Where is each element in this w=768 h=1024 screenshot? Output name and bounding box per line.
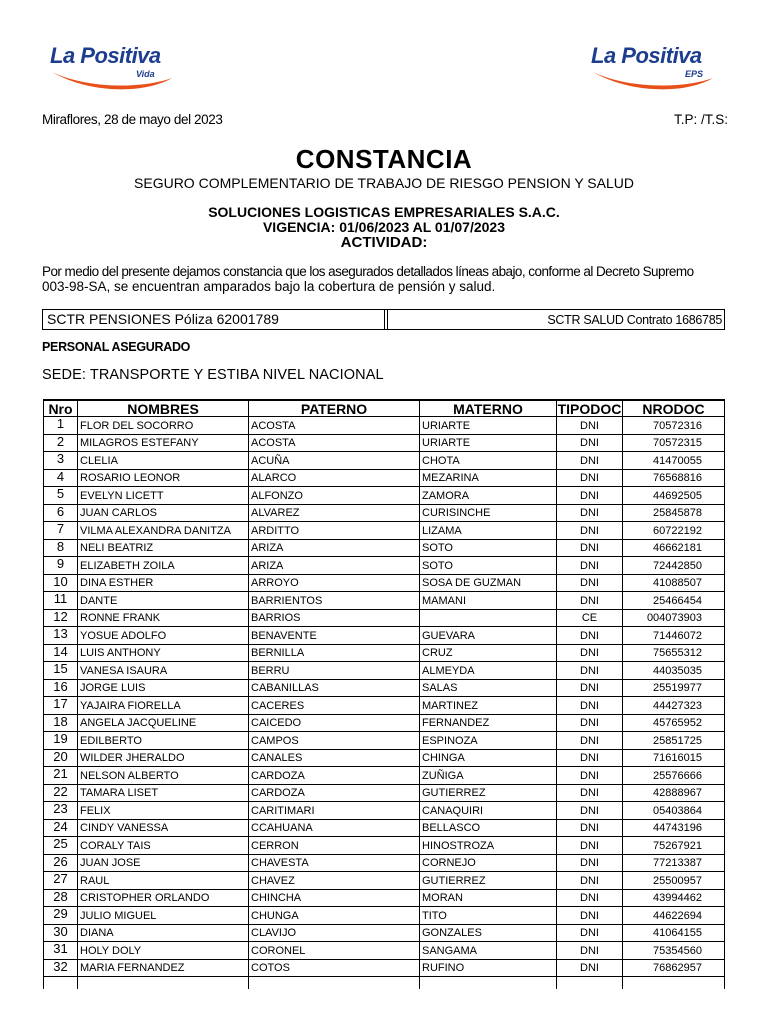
- row-nrodoc: 41088507: [623, 574, 725, 592]
- row-paterno: BENAVENTE: [249, 627, 420, 645]
- row-number: 21: [44, 767, 78, 785]
- row-nombres: LUIS ANTHONY: [78, 644, 249, 662]
- la-positiva-vida-logo: [50, 43, 178, 79]
- logo-brand-text: La Positiva: [591, 43, 702, 68]
- row-number: 25: [44, 837, 78, 855]
- row-tipodoc: DNI: [557, 557, 623, 575]
- row-nrodoc: 44035035: [623, 662, 725, 680]
- row-nrodoc: 71616015: [623, 749, 725, 767]
- row-nombres: ROSARIO LEONOR: [78, 469, 249, 487]
- row-paterno: ARDITTO: [249, 522, 420, 540]
- row-nrodoc: 41064155: [623, 924, 725, 942]
- row-number: 8: [44, 539, 78, 557]
- row-tipodoc: DNI: [557, 854, 623, 872]
- row-number: 11: [44, 592, 78, 610]
- logo-brand-text: La Positiva: [50, 43, 161, 68]
- table-row: [44, 592, 725, 610]
- row-materno: GUTIERREZ: [420, 872, 557, 890]
- row-nrodoc: 75655312: [623, 644, 725, 662]
- row-tipodoc: DNI: [557, 434, 623, 452]
- row-nombres: CRISTOPHER ORLANDO: [78, 889, 249, 907]
- row-paterno: BERNILLA: [249, 644, 420, 662]
- row-paterno: CANALES: [249, 749, 420, 767]
- row-nombres: JORGE LUIS: [78, 679, 249, 697]
- row-tipodoc: DNI: [557, 627, 623, 645]
- row-tipodoc: DNI: [557, 592, 623, 610]
- row-paterno: CARDOZA: [249, 767, 420, 785]
- row-tipodoc: DNI: [557, 574, 623, 592]
- row-materno: FERNANDEZ: [420, 714, 557, 732]
- table-header-row: [44, 400, 725, 417]
- row-nombres: TAMARA LISET: [78, 784, 249, 802]
- table-row: [44, 417, 725, 435]
- row-tipodoc: DNI: [557, 662, 623, 680]
- row-tipodoc: DNI: [557, 732, 623, 750]
- row-paterno: ALARCO: [249, 469, 420, 487]
- table-row: [44, 644, 725, 662]
- table-row: [44, 574, 725, 592]
- row-number: 18: [44, 714, 78, 732]
- table-continuation-row: [44, 977, 725, 990]
- row-materno: MARTINEZ: [420, 697, 557, 715]
- row-number: 32: [44, 959, 78, 977]
- row-paterno: CABANILLAS: [249, 679, 420, 697]
- header-materno: MATERNO: [420, 400, 557, 417]
- row-nrodoc: 76568816: [623, 469, 725, 487]
- row-tipodoc: DNI: [557, 819, 623, 837]
- row-number: 10: [44, 574, 78, 592]
- row-number: 15: [44, 662, 78, 680]
- row-nrodoc: 44743196: [623, 819, 725, 837]
- table-row: [44, 487, 725, 505]
- logo-swoosh-icon: [50, 64, 178, 92]
- row-tipodoc: DNI: [557, 924, 623, 942]
- row-nombres: JULIO MIGUEL: [78, 907, 249, 925]
- table-row: [44, 784, 725, 802]
- row-paterno: ALFONZO: [249, 487, 420, 505]
- row-number: 4: [44, 469, 78, 487]
- row-nrodoc: 76862957: [623, 959, 725, 977]
- row-nombres: YOSUE ADOLFO: [78, 627, 249, 645]
- row-materno: MEZARINA: [420, 469, 557, 487]
- table-row: [44, 557, 725, 575]
- header-paterno: PATERNO: [249, 400, 420, 417]
- health-contract-box: SCTR SALUD Contrato 1686785: [384, 309, 725, 330]
- row-paterno: CHAVEZ: [249, 872, 420, 890]
- table-row: [44, 872, 725, 890]
- row-nrodoc: 44692505: [623, 487, 725, 505]
- row-tipodoc: DNI: [557, 487, 623, 505]
- table-row: [44, 609, 725, 627]
- row-paterno: CAICEDO: [249, 714, 420, 732]
- tp-ts-label: T.P: /T.S:: [673, 112, 728, 127]
- row-paterno: BARRIOS: [249, 609, 420, 627]
- row-materno: SOSA DE GUZMAN: [420, 574, 557, 592]
- table-row: [44, 854, 725, 872]
- row-tipodoc: DNI: [557, 784, 623, 802]
- row-nrodoc: 25500957: [623, 872, 725, 890]
- row-materno: CORNEJO: [420, 854, 557, 872]
- logo-sub-text: EPS: [685, 69, 704, 79]
- empty-cell: [420, 977, 557, 990]
- row-paterno: CHUNGA: [249, 907, 420, 925]
- row-materno: ZAMORA: [420, 487, 557, 505]
- document-date: Miraflores, 28 de mayo del 2023: [42, 112, 223, 127]
- row-paterno: CCAHUANA: [249, 819, 420, 837]
- row-nombres: HOLY DOLY: [78, 942, 249, 960]
- row-materno: SOTO: [420, 557, 557, 575]
- header-nrodoc: NRODOC: [623, 400, 725, 417]
- row-materno: CRUZ: [420, 644, 557, 662]
- row-nombres: JUAN CARLOS: [78, 504, 249, 522]
- row-materno: MORAN: [420, 889, 557, 907]
- row-nombres: RONNE FRANK: [78, 609, 249, 627]
- table-row: [44, 819, 725, 837]
- row-tipodoc: DNI: [557, 714, 623, 732]
- empty-cell: [78, 977, 249, 990]
- row-nrodoc: 25845878: [623, 504, 725, 522]
- row-paterno: ACUÑA: [249, 452, 420, 470]
- row-nombres: EDILBERTO: [78, 732, 249, 750]
- row-number: 24: [44, 819, 78, 837]
- row-nrodoc: 42888967: [623, 784, 725, 802]
- row-materno: ALMEYDA: [420, 662, 557, 680]
- row-paterno: ALVAREZ: [249, 504, 420, 522]
- header-tipodoc: TIPODOC: [557, 400, 622, 417]
- intro-line-2: 003-98-SA, se encuentran amparados bajo la cobertura de pensión y salud.: [42, 279, 496, 294]
- table-row: [44, 539, 725, 557]
- row-paterno: CLAVIJO: [249, 924, 420, 942]
- row-materno: CANAQUIRI: [420, 802, 557, 820]
- row-tipodoc: DNI: [557, 767, 623, 785]
- table-row: [44, 662, 725, 680]
- row-nombres: ELIZABETH ZOILA: [78, 557, 249, 575]
- insured-personnel-heading: PERSONAL ASEGURADO: [42, 340, 191, 354]
- row-tipodoc: DNI: [557, 959, 623, 977]
- document-title: CONSTANCIA: [295, 144, 473, 174]
- row-number: 22: [44, 784, 78, 802]
- row-number: 27: [44, 872, 78, 890]
- row-nombres: FELIX: [78, 802, 249, 820]
- row-nombres: JUAN JOSE: [78, 854, 249, 872]
- row-number: 31: [44, 942, 78, 960]
- logo-sub-text: Vida: [136, 69, 155, 79]
- row-number: 1: [44, 417, 78, 435]
- row-nombres: WILDER JHERALDO: [78, 749, 249, 767]
- row-nombres: RAUL: [78, 872, 249, 890]
- row-materno: [420, 609, 557, 627]
- row-nrodoc: 45765952: [623, 714, 725, 732]
- row-nombres: VILMA ALEXANDRA DANITZA: [78, 522, 249, 540]
- row-nombres: EVELYN LICETT: [78, 487, 249, 505]
- row-nrodoc: 004073903: [623, 609, 725, 627]
- insured-table: [43, 399, 725, 989]
- row-nrodoc: 43994462: [623, 889, 725, 907]
- document-subtitle: SEGURO COMPLEMENTARIO DE TRABAJO DE RIESGO PENSION Y SALUD: [134, 175, 634, 191]
- empty-cell: [623, 977, 725, 990]
- row-number: 3: [44, 452, 78, 470]
- row-paterno: CHAVESTA: [249, 854, 420, 872]
- table-row: [44, 837, 725, 855]
- row-nombres: CORALY TAIS: [78, 837, 249, 855]
- header-nro: Nro: [44, 400, 78, 417]
- row-materno: GONZALES: [420, 924, 557, 942]
- row-number: 20: [44, 749, 78, 767]
- header-nombres: NOMBRES: [78, 400, 249, 417]
- row-tipodoc: DNI: [557, 522, 623, 540]
- table-row: [44, 522, 725, 540]
- table-row: [44, 434, 725, 452]
- row-paterno: COTOS: [249, 959, 420, 977]
- row-materno: RUFINO: [420, 959, 557, 977]
- row-number: 9: [44, 557, 78, 575]
- table-row: [44, 767, 725, 785]
- row-nrodoc: 60722192: [623, 522, 725, 540]
- row-nrodoc: 41470055: [623, 452, 725, 470]
- row-tipodoc: DNI: [557, 837, 623, 855]
- row-nombres: DANTE: [78, 592, 249, 610]
- company-name: SOLUCIONES LOGISTICAS EMPRESARIALES S.A.C.: [208, 204, 560, 220]
- row-nrodoc: 71446072: [623, 627, 725, 645]
- validity-period: VIGENCIA: 01/06/2023 AL 01/07/2023: [262, 219, 506, 235]
- row-paterno: ARIZA: [249, 539, 420, 557]
- table-row: [44, 907, 725, 925]
- site-label: SEDE: TRANSPORTE Y ESTIBA NIVEL NACIONAL: [42, 367, 384, 383]
- row-nombres: DINA ESTHER: [78, 574, 249, 592]
- row-materno: TITO: [420, 907, 557, 925]
- table-row: [44, 749, 725, 767]
- row-nombres: DIANA: [78, 924, 249, 942]
- row-nombres: CINDY VANESSA: [78, 819, 249, 837]
- row-number: 26: [44, 854, 78, 872]
- row-paterno: CHINCHA: [249, 889, 420, 907]
- row-nrodoc: 46662181: [623, 539, 725, 557]
- row-tipodoc: DNI: [557, 802, 623, 820]
- row-paterno: BARRIENTOS: [249, 592, 420, 610]
- row-tipodoc: DNI: [557, 942, 623, 960]
- row-nrodoc: 25576666: [623, 767, 725, 785]
- row-number: 16: [44, 679, 78, 697]
- table-row: [44, 959, 725, 977]
- row-nrodoc: 44427323: [623, 697, 725, 715]
- row-materno: URIARTE: [420, 434, 557, 452]
- row-paterno: CAMPOS: [249, 732, 420, 750]
- row-paterno: ACOSTA: [249, 434, 420, 452]
- row-nombres: CLELIA: [78, 452, 249, 470]
- row-nrodoc: 25851725: [623, 732, 725, 750]
- table-row: [44, 924, 725, 942]
- empty-cell: [44, 977, 78, 990]
- row-tipodoc: DNI: [557, 697, 623, 715]
- table-row: [44, 627, 725, 645]
- table-row: [44, 504, 725, 522]
- row-paterno: ARIZA: [249, 557, 420, 575]
- row-paterno: CARDOZA: [249, 784, 420, 802]
- table-row: [44, 889, 725, 907]
- row-materno: LIZAMA: [420, 522, 557, 540]
- row-number: 5: [44, 487, 78, 505]
- row-nrodoc: 70572316: [623, 417, 725, 435]
- row-number: 23: [44, 802, 78, 820]
- table-row: [44, 732, 725, 750]
- row-paterno: CACERES: [249, 697, 420, 715]
- row-nrodoc: 25466454: [623, 592, 725, 610]
- la-positiva-eps-logo: [591, 43, 719, 79]
- row-number: 30: [44, 924, 78, 942]
- row-tipodoc: DNI: [557, 679, 623, 697]
- row-materno: GUTIERREZ: [420, 784, 557, 802]
- row-materno: HINOSTROZA: [420, 837, 557, 855]
- row-materno: CHINGA: [420, 749, 557, 767]
- row-nrodoc: 70572315: [623, 434, 725, 452]
- row-nrodoc: 44622694: [623, 907, 725, 925]
- row-tipodoc: DNI: [557, 749, 623, 767]
- row-nrodoc: 25519977: [623, 679, 725, 697]
- row-materno: SOTO: [420, 539, 557, 557]
- row-tipodoc: DNI: [557, 889, 623, 907]
- table-row: [44, 679, 725, 697]
- row-nombres: MARIA FERNANDEZ: [78, 959, 249, 977]
- table-row: [44, 452, 725, 470]
- pension-policy-box: SCTR PENSIONES Póliza 62001789: [42, 309, 388, 330]
- table-row: [44, 469, 725, 487]
- row-number: 17: [44, 697, 78, 715]
- policy-boxes: [42, 309, 724, 329]
- activity-label: ACTIVIDAD:: [340, 234, 428, 251]
- row-number: 7: [44, 522, 78, 540]
- row-materno: ESPINOZA: [420, 732, 557, 750]
- row-nrodoc: 75354560: [623, 942, 725, 960]
- row-materno: SALAS: [420, 679, 557, 697]
- row-paterno: ARROYO: [249, 574, 420, 592]
- row-nrodoc: 72442850: [623, 557, 725, 575]
- empty-cell: [557, 977, 623, 990]
- row-materno: SANGAMA: [420, 942, 557, 960]
- row-number: 2: [44, 434, 78, 452]
- row-paterno: CORONEL: [249, 942, 420, 960]
- row-materno: URIARTE: [420, 417, 557, 435]
- row-nombres: MILAGROS ESTEFANY: [78, 434, 249, 452]
- row-number: 12: [44, 609, 78, 627]
- row-paterno: ACOSTA: [249, 417, 420, 435]
- row-materno: GUEVARA: [420, 627, 557, 645]
- row-tipodoc: DNI: [557, 644, 623, 662]
- row-tipodoc: DNI: [557, 452, 623, 470]
- row-nrodoc: 05403864: [623, 802, 725, 820]
- intro-paragraph: [42, 264, 728, 294]
- row-nombres: YAJAIRA FIORELLA: [78, 697, 249, 715]
- row-nombres: VANESA ISAURA: [78, 662, 249, 680]
- row-materno: BELLASCO: [420, 819, 557, 837]
- table-row: [44, 942, 725, 960]
- row-nombres: FLOR DEL SOCORRO: [78, 417, 249, 435]
- table-row: [44, 697, 725, 715]
- row-nrodoc: 75267921: [623, 837, 725, 855]
- row-paterno: CARITIMARI: [249, 802, 420, 820]
- row-tipodoc: DNI: [557, 872, 623, 890]
- row-number: 28: [44, 889, 78, 907]
- row-materno: CHOTA: [420, 452, 557, 470]
- row-number: 6: [44, 504, 78, 522]
- row-materno: MAMANI: [420, 592, 557, 610]
- row-number: 14: [44, 644, 78, 662]
- row-number: 13: [44, 627, 78, 645]
- row-tipodoc: DNI: [557, 504, 623, 522]
- row-paterno: CERRON: [249, 837, 420, 855]
- empty-cell: [249, 977, 420, 990]
- row-tipodoc: DNI: [557, 539, 623, 557]
- row-number: 29: [44, 907, 78, 925]
- row-nrodoc: 77213387: [623, 854, 725, 872]
- row-number: 19: [44, 732, 78, 750]
- row-nombres: NELI BEATRIZ: [78, 539, 249, 557]
- intro-line-1: Por medio del presente dejamos constancia que los asegurados detallados líneas abajo, conforme al Decreto Supremo: [42, 264, 694, 279]
- row-nombres: NELSON ALBERTO: [78, 767, 249, 785]
- table-row: [44, 714, 725, 732]
- row-tipodoc: CE: [557, 609, 623, 627]
- row-tipodoc: DNI: [557, 417, 623, 435]
- row-nombres: ANGELA JACQUELINE: [78, 714, 249, 732]
- table-row: [44, 802, 725, 820]
- row-materno: CURISINCHE: [420, 504, 557, 522]
- row-paterno: BERRU: [249, 662, 420, 680]
- row-materno: ZUÑIGA: [420, 767, 557, 785]
- row-tipodoc: DNI: [557, 469, 623, 487]
- row-tipodoc: DNI: [557, 907, 623, 925]
